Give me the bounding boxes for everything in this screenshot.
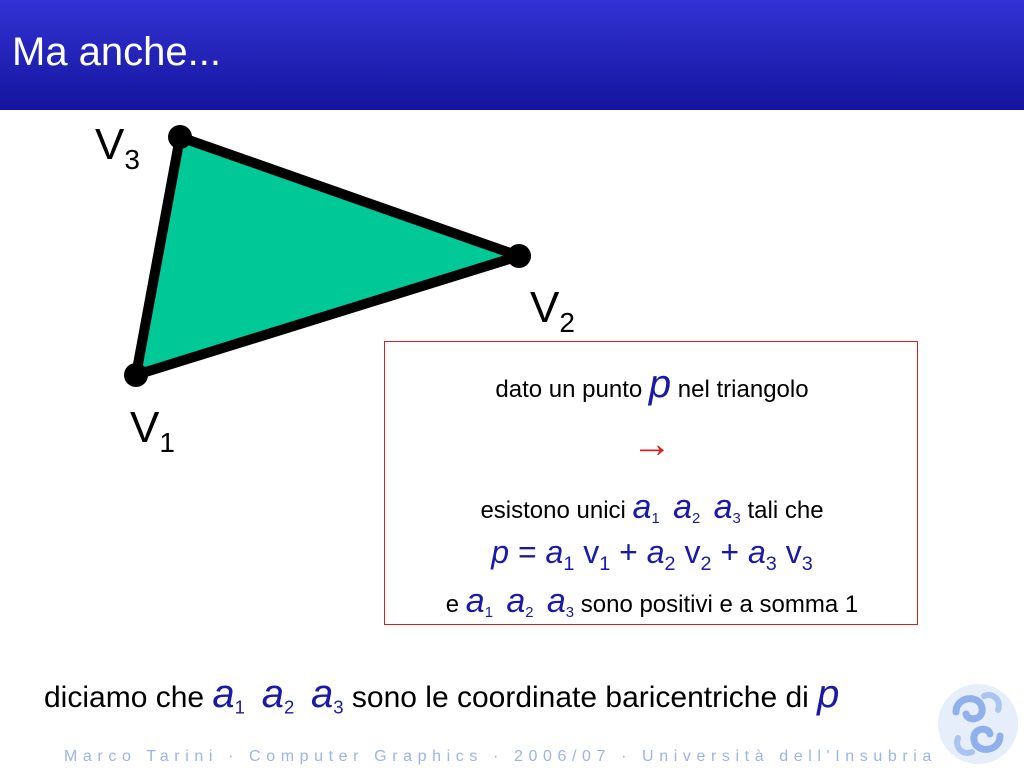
insubria-logo-icon [936,682,1020,766]
triangle [136,137,519,375]
page-title: Ma anche... [12,30,222,74]
box-line-1: dato un punto p nel triangolo [495,362,809,406]
vertex-v3-dot [168,125,192,149]
conclusion-text: diciamo che $a_1$ $a_2$ $a_3$ sono le coordinate baricentriche di p [44,672,840,718]
footer-credits: Marco Tarini · Computer Graphics · 2006/07 · Università dell'Insubria [64,748,937,765]
definition-box [384,341,918,625]
barycentric-equation: $p = a_1$ $v_1 + a_2$ $v_2 + a_3$ $v_3$ [491,534,813,575]
vertex-v2-label: $V_2$ [530,283,575,338]
vertex-v1-dot [124,363,148,387]
box-line-5: e $a_1$ $a_2$ $a_3$ sono positivi e a somma 1 [445,582,859,622]
vertex-v3-label: $V_3$ [95,120,140,175]
vertex-v1-label: $V_1$ [130,403,175,458]
implication-arrow: → [632,422,672,466]
box-line-3: esistono unici $a_1$ $a_2$ $a_3$ tali che [480,488,824,528]
vertex-v2-dot [507,244,531,268]
